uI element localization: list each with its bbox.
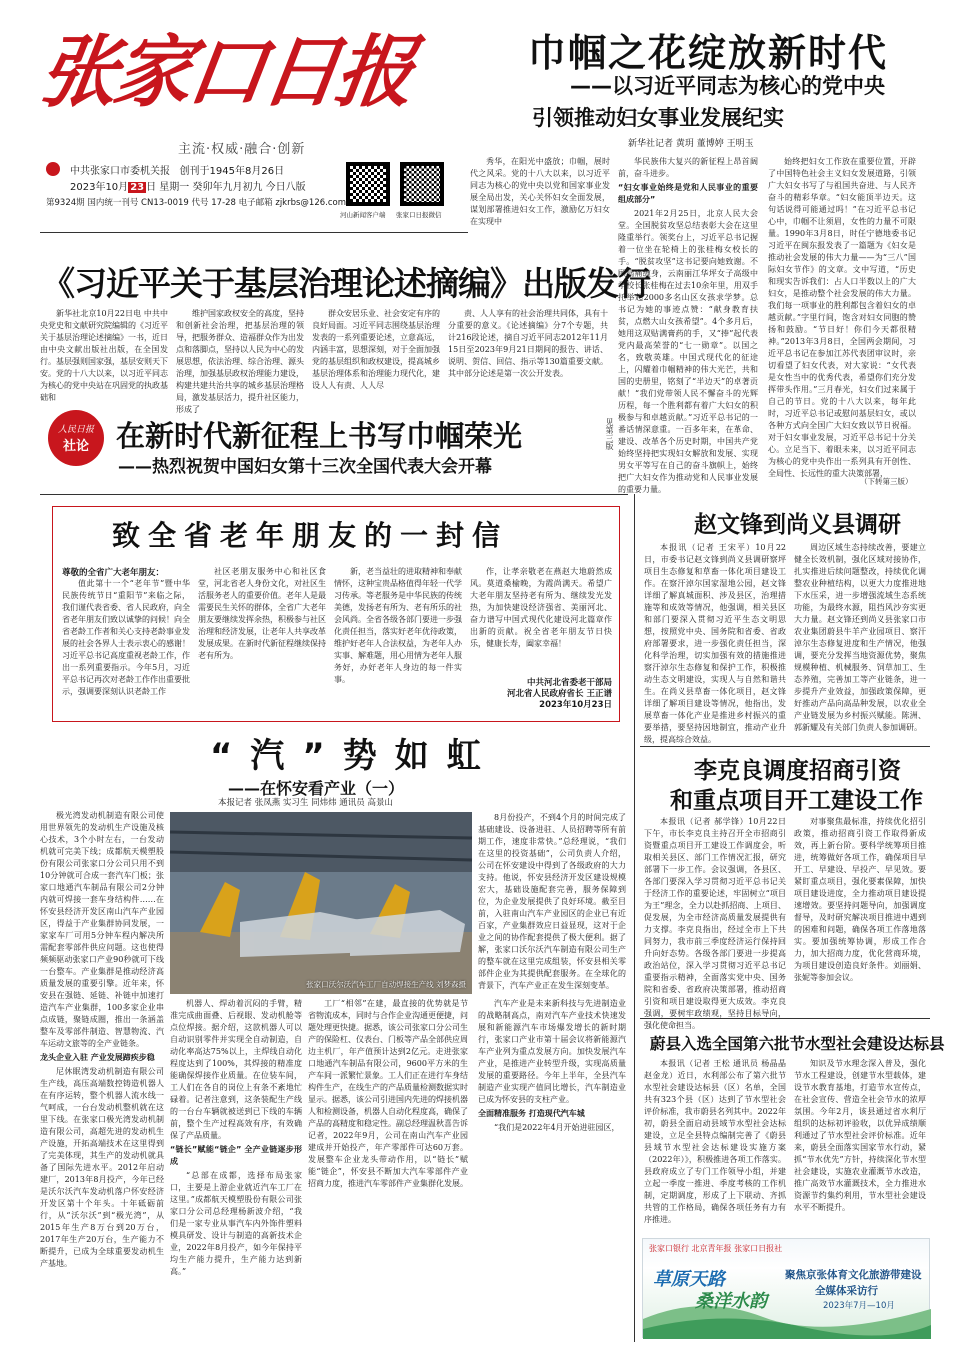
ad-period: 2023年7月—10月 xyxy=(823,1301,895,1311)
letter-col-3 xyxy=(334,566,462,714)
qr-code-app xyxy=(346,162,390,206)
qi-col1-subhead: 龙头企业入驻 产业发展蹄疾步稳 xyxy=(40,1053,155,1062)
lead-col3-text: 始终把妇女工作放在重要位置，开辟了中国特色社会主义妇女发展道路，引领广大妇女书写了与祖国共奋进、与人民齐奋斗的精彩华章。“妇女能顶半边天。这句话说得可能通过吗！”在习近平总书记心中，巾帼不让须眉，女性的力量不可限量。1990年3月8日，时任宁德地委书记习近平在闽东报发表了一篇题为《妇女是推动社会发展的伟大力量——为“三八”国际妇女节作》的文章。文中写道，“历史和现实告诉我们：占人口半数以上的广大妇女，是推动整个社会发展的伟大力量。我们每一项事业的胜利都包含着妇女的卓越贡献。”字里行间，饱含对妇女同胞的赞扬和鼓励。“节日好！你们今天都很精神。”2013年3月8日，全国两会期间，习近平总书记在参加江苏代表团审议时，亲切看望了妇女代表，对大家说：“女代表是女性当中的优秀代表，希望你们充分发挥带头作用。”三月春光，妇女们过来属于自己的节日。党的十八大以来，每年此时，习近平总书记或慰问基层妇女，或以各种方式向全国广大妇女致以节日祝福。对于妇女事业发展，习近平总书记十分关心。立足当下、着眼未来，以习近平同志为核心的党中央作出一系列具有开创性、全局性、长远性的重大决策部署， xyxy=(768,157,916,478)
book-news-col-3 xyxy=(312,308,440,400)
commentary-subtitle: ——热烈祝贺中国妇女第十三次全国代表大会开幕 xyxy=(118,457,492,477)
letter-title: 致全省老年朋友的一封信 xyxy=(112,519,509,552)
book-news-title: 《习近平关于基层治理论述摘编》出版发行 xyxy=(42,264,650,303)
qi-title xyxy=(210,728,499,777)
masthead-logo: 张家口日报 xyxy=(33,27,417,118)
divider xyxy=(40,494,628,495)
book-news-col-4 xyxy=(448,308,608,400)
factory-photo-svg xyxy=(170,812,472,994)
book-col3-text: 群众安居乐业、社会安定有序的良好局面。习近平同志围绕基层治理发表的一系列重要论述，立意高远，内涵丰富，思想深刻，对于全面加强党的基层组织和政权建设，提高城乡基层治理体系和治理能力现代化，建设人人有责、人人尽 xyxy=(312,309,440,390)
qi-col4-subhead: 全面精准服务 打造现代汽车城 xyxy=(478,1109,585,1118)
tourism-ad xyxy=(642,1238,930,1338)
qr-code-wechat xyxy=(400,162,444,206)
book-news-col-2 xyxy=(176,308,304,414)
badge-bottom-text: 社论 xyxy=(62,439,89,454)
qi-title-char-3: 如 xyxy=(394,736,447,776)
lead-col2a-text: 华民族伟大复兴的新征程上昂首阔前，奋斗进步。 xyxy=(618,157,758,178)
wei-col-1 xyxy=(644,1058,786,1228)
wei-col1-text: 本报讯（记者 王松 通讯员 杨晶晶 赵金龙）近日，水利部公布了第六批节水型社会建设达标县（区）名单，全国共有323个县（区）达到了节水型社会评价标准，我市蔚县名列其中。2022年初，蔚县全面启动县域节水型社会达标建设，立足全县特点编制完善了《蔚县县域节水型社会达标建设实施方案（2022年）》，积极推进各项工作落实。县政府成立了专门工作领导小组，并建立起一季度一推进、季度考核的工作机制，定期调度，形成了上下联动、齐抓共管的工作格局，确保各项任务有力有序推进。 xyxy=(644,1059,786,1224)
commentary-badge xyxy=(48,410,104,466)
li-col-2 xyxy=(794,816,926,1012)
masthead-logo-dot xyxy=(46,162,60,176)
publisher-text: 中共张家口市委机关报 xyxy=(70,166,170,177)
letter-sign-1: 中共河北省委老干部局 xyxy=(526,678,612,688)
lead-subtitle-1: ——以习近平同志为核心的党中央 xyxy=(570,74,885,98)
ad-subtitle: 全媒体采访行 xyxy=(815,1285,878,1297)
ad-text-2: 桑洋水韵 xyxy=(695,1291,767,1312)
qi-col-1 xyxy=(40,810,164,1330)
book-col2-text: 维护国家政权安全的高度，坚持和创新社会治理，把基层治理的领导，把服务群众、造福群众作为出发点和落脚点，坚持以人民为中心的发展思想，依法治理、综合治理、源头治理，加强基层政权治理能力建设，构建共建共治共享的城乡基层治理格局，激发基层活力，提升社区能力，形成了 xyxy=(176,309,304,414)
letter-col2-text: 社区老朋友服务中心和社区食堂，河北省老人身份文化，对社区生活服务老人的重要价值。老年人是最需要民生关怀的群体，全省广大老年朋友要继续发挥余热，积极参与社区治理和经济发展，让老年人共享改革发展成果。在新时代新征程继续保持老有所为。 xyxy=(198,567,326,660)
date-day: 23 xyxy=(130,182,145,193)
ad-title: 聚焦京张体育文化旅游带建设 xyxy=(785,1269,922,1281)
masthead-issue: 第9324期 国内统一刊号 CN13-0019 代号 17-28 电子邮箱 zjkrbs@126.com xyxy=(46,198,346,208)
letter-col-2 xyxy=(198,566,326,714)
lead-col1-text: 秀华，在阳光中盛放；巾帼，展时代之风采。党的十八大以来，以习近平同志为核心的党中央以党和国家事业发展全局出发，关心关怀妇女全面发展，谋划部署推进妇女工作，激励亿万妇女在实现中 xyxy=(470,157,610,226)
letter-col1-text: 值此第十一个“老年节”暨中华民族传统节日“重阳节”来临之际，我们谨代表省委、省人民政府，向全省老年朋友们致以诚挚的问候！向全省老龄工作者和关心支持老龄事业发展的社会各界人士表示衷心的感谢！习近平总书记高度重视老龄工作，作出一系列重要指示。今年5月，习近平总书记再次对老龄工作作出重要批示，强调要深刻认识老龄工作 xyxy=(62,579,190,696)
qi-title-char-2: 势 xyxy=(342,736,395,776)
letter-col-4 xyxy=(470,566,612,676)
date-suffix: 日 星期一 癸卯年九月初九 今日八版 xyxy=(146,182,306,193)
qi-col-5 xyxy=(478,998,626,1332)
qi-col1b-text: 尼休眠湾发动机制造有限公司生产线，高压高端数控铸造机器人在有序运转，整个机器人流水线一气呵成，一台台发动机整机就在这里下线。在张家口极光湾发动机制造有限公司，高超先进的发动机生产设施，开拓高端技术在这里得到了完美体现，其生产的发动机就具备了国际先进水平。2012年启动建厂，2013年8月投产，今年已经是沃尔沃汽车发动机落户怀安经济开发区第十个年头。十年砥砺前行，从“沃尔沃”到“极光湾”，从2015年生产8万台到20万台，2017年生产20万台，生产能力不断提升，已成为全球重要发动机生产基地。 xyxy=(40,1067,164,1268)
factory-photo xyxy=(170,812,472,994)
qr-label-wechat: 张家口日报微信 xyxy=(396,211,442,219)
lead-column-2 xyxy=(618,156,758,494)
wei-title: 蔚县入选全国第六批节水型社会建设达标县 xyxy=(650,1035,945,1053)
qi-col1-text: 极光湾发动机制造有限公司使用世界领先的发动机生产设施及核心技术，3个小时左右，一台发动机就可完美下线；成都航天模塑股份有限公司张家口分公司只用不到10分钟就可合成一套汽车门板；张家口地通汽车制品有限公司2分钟内就可焊接一套车身结构件……在怀安县经济开发区南山汽车产业园区，得益于产业集群协同发展，一家家车厂可用5分钟车程内解决所需配套零部件供应问题。这也使得频频驱动张家口产业90秒就可下线一台整车。产业集群是推动经济高质量发展的重要引擎。近年来，怀安县在强链、延链、补链中加速打造汽车产业集群，100多家企业串点成链，聚链成圈，推出一条涵盖整车及零部件制造、智慧物流、汽车运动文旅等的全产业链条。 xyxy=(40,811,164,1048)
qi-col2-subhead: “链长”赋能“链企” 全产业链逐步形成 xyxy=(170,1145,302,1166)
zhao-col-2 xyxy=(794,542,926,740)
letter-signature xyxy=(470,678,612,711)
book-col1-text: 新华社北京10月22日电 中共中央党史和文献研究院编辑的《习近平关于基层治理论述摘编》一书，近日由中央文献出版社出版，在全国发行。基层强则国家强，基层安则天下安。党的十八大以来，以习近平同志为核心的党中央站在巩固党的执政基础和 xyxy=(40,309,168,402)
lead-title: 巾帼之花绽放新时代 xyxy=(528,31,889,75)
qi-col-4 xyxy=(478,812,626,994)
lead-column-3 xyxy=(768,156,916,478)
lead-continued: （下转第三版） xyxy=(860,477,913,486)
qi-title-char-1: “汽” xyxy=(210,736,343,776)
lead-subtitle-2: 引领推动妇女事业发展纪实 xyxy=(532,106,784,130)
ad-logos: 张家口银行 北京青年报 张家口日报社 xyxy=(649,1244,783,1253)
qi-byline: 本报记者 张凤燕 实习生 同炜炜 通讯员 高景山 xyxy=(218,798,394,808)
qi-col4c-text: “我们是2022年4月开始进驻园区， xyxy=(494,1123,620,1132)
qi-col2b-text: “总部在成都，选择布局张家口，主要是上游企业就近汽车工厂在这里。”成都航天模塑股份有限公司张家口分公司总经理杨新波介绍，“我们是一家专业从事汽车内外饰件塑料模具研发、设计与制造的高新技术企业，2022年8月投产，如今年保持平均生产能力提升，生产能力达到新高。” xyxy=(170,1171,302,1276)
divider xyxy=(640,746,930,747)
qi-col-2 xyxy=(170,998,302,1332)
book-news-col-1 xyxy=(40,308,168,400)
commentary-title: 在新时代新征程上书写巾帼荣光 xyxy=(116,419,523,453)
divider xyxy=(634,746,635,1342)
qi-col4-text: 8月份投产，不到4个月的时间完成了基础建设、设备进驻、人员招聘等所有前期工作，速度非常快。”总经理说，“我们在这里的投资基础”，公司负责人介绍，公司在怀安建设中得到了各级政府的大力支持。他说，怀安县经济开发区建设规模宏大，基础设施配套完善，服务保障到位，为企业发展提供了良好环境。截至目前，入驻南山汽车产业园区的企业已有近百家，产业集群效应日益显现，这对于企业之间的协作配套提供了极大便利。据了解，张家口沃尔沃汽车制造有限公司生产的整车就在这里完成组装，怀安县相关零部件企业为其提供配套服务。在全球化的背景下，汽车产业正在发生深刻变革。 xyxy=(478,813,626,990)
letter-date: 2023年10月23日 xyxy=(539,700,612,710)
commentary-see-page: 见第三版 xyxy=(605,418,614,450)
li-col-1 xyxy=(644,816,786,1030)
zhao-col-1 xyxy=(644,542,786,744)
divider xyxy=(640,1018,930,1019)
wei-col2-text: 知识及节水理念深入普及，强化节水工程建设，创建节水型载体，建设节水教育基地，打造节水宣传点，在社会宣传、营造全社会节水的浓厚氛围。今年2月，该县通过省水利厅组织的达标初评验收，以优异成绩顺利通过了节水型社会评价标准。近年来，蔚县全面落实国家节水行动，紧抓“节水优先”方针，持续深化节水型社会建设，实施农业灌溉节水改造，推广高效节水灌溉技术，全力推进水资源节约集约利用，节水型社会建设水平不断提升。 xyxy=(794,1059,926,1212)
li-title-1: 李克良调度招商引资 xyxy=(694,758,901,784)
qi-col3-text: 工厂“相邻”在建，最直接的优势就是节省物流成本，同时与合作企业沟通更便捷，问题处理更快捷。据悉，该公司张家口分公司生产的保险杠、仪表台、门板等产品全部供应周边主机厂，年产值预计达到2亿元。走进张家口地通汽车制品有限公司，9600平方米的生产车间一派繁忙景象。工人们正在进行车身结构件生产，在线生产的产品质量检测数据实时显示。据悉，该公司引进国内先进的焊接机器人和检测设备，机器人自动化程度高，确保了产品的高精度和稳定性。副总经理温秋喜告诉记者，2022年9月，公司在南山汽车产业园建成并开始投产，年产零部件可达60万套。发展整车企业龙头带动作用，以“链长”赋能“链企”，怀安县不断加大汽车零部件产业招商力度，推进汽车零部件产业集群化发展。 xyxy=(308,999,468,1188)
masthead-slogan: 主流·权威·融合·创新 xyxy=(178,142,306,157)
qi-col4b-text: 汽车产业是未来新科技与先进制造业的战略制高点，南对汽车产业技术快速发展和新能源汽车市场爆发增长的新时期行，张家口产业市第十届会议将新能源汽车产业列为重点发展方向。加快发展汽车产业，是推进产业转型升级，实现高质量发展的重要路径。今年上半年，全县汽车制造产业实现产值同比增长，汽车制造业已成为怀安县的支柱产业。 xyxy=(478,999,626,1104)
li-col2-text: 对事聚焦最标准，持续优化招引政策，推动招商引资工作取得新成效，再上新台阶。要科学统筹项目推进，统筹做好各项工作，确保项目早开工、早建设、早投产、早见效。要紧盯重点项目，强化要素保障，加快项目建设进度，全力推动项目建设提速增效。要坚持问题导向，加强调度督导，及时研究解决项目推进中遇到的困难和问题，确保各项工作落地落实。要加强统筹协调，形成工作合力，加大招商力度，优化营商环境，为项目建设创造良好条件。刘丽娟、张妮等参加会议。 xyxy=(794,817,926,982)
letter-col-1 xyxy=(62,578,190,714)
date-prefix: 2023年10月 xyxy=(70,182,129,193)
qi-title-char-4: 虹 xyxy=(446,736,499,776)
wei-col-2 xyxy=(794,1058,926,1228)
qi-col-3 xyxy=(308,998,468,1332)
book-col4-text: 责、人人享有的社会治理共同体，具有十分重要的意义。《论述摘编》分7个专题，共计216段论述，摘自习近平同志2012年11月15日至2023年9月21日期间的报告、讲话、说明、贺信、回信、指示等130篇重要文献。其中部分论述是第一次公开发表。 xyxy=(448,309,608,378)
letter-sign-2: 河北省人民政府省长 王正谱 xyxy=(507,689,612,699)
divider xyxy=(40,232,468,233)
qr-label-app: 河山新闻客户端 xyxy=(340,211,386,219)
qi-subtitle: ——在怀安看产业（一） xyxy=(228,779,405,798)
masthead-publisher xyxy=(70,162,284,177)
masthead-date xyxy=(70,178,306,193)
li-col1-text: 本报讯（记者 郝学锋）10月22日下午，市长李克良主持召开全市招商引资暨重点项目开工建设工作调度会，听取相关县区、部门工作情况汇报，研究部署下一步工作。会议强调，各县区、各部门要深入学习贯彻习近平总书记关于经济工作的重要论述，牢固树立“项目为王”理念，全力以赴抓招商、上项目、促发展，为全市经济高质量发展提供有力支撑。李克良指出，经过全市上下共同努力，我市前三季度经济运行保持回升向好态势。各级各部门要进一步提高政治站位，深入学习贯彻习近平总书记重要指示精神，全面落实党中央、国务院和省委、省政府决策部署，推动招商引资和项目建设取得更大成效。李克良强调，要树牢政绩观，坚持目标导向，强化使命担当。 xyxy=(644,817,786,1030)
lead-col2-subhead: “妇女事业始终是党和人民事业的重要组成部分” xyxy=(618,183,758,204)
zhao-col1-text: 本报讯（记者 王宋平）10月22日，市委书记赵文锋到尚义县调研察坪项目生态修复和草畜一体化项目建设工作。在察汗淖尔国家湿地公园，赵文锋详细了解真城面积、涉及县区，治理措施等和成效等情况，他强调，相关县区和部门要深入贯彻习近平生态文明思想，按照党中央、国务院和省委、省政府部署要求，进一步强化责任担当，深化科学治理，切实加强有效的措施推进察汗淖尔生态修复和保护工作，积极推动生态文明建设，实现人与自然和谐共生。在尚义县草畜一体化项目，赵文锋详细了解项目建设等情况，他指出，发展草畜一体化产业是推进乡村振兴的重要举措，要坚持因地制宜，推动产业升级，提高综合效益。 xyxy=(644,543,786,744)
qi-col2-text: 机器人、焊动着沉闷的手臂，精准完成曲面叠、后视眼、发动机舱等点位焊接。据介绍，这款机器人可以自动识别零件并实现全自动制造，自动化率高达75%以上，主焊线自动化程度达到了100%，其焊接的精准度能确保焊接作业质量。在位装车间，工人们在各自的岗位上有条不紊地忙碌着。记者注意到，这条装配生产线的一台台车辆就被送到已下线的车辆前，整个生产过程高效有序，有效确保了产品质量。 xyxy=(170,999,302,1140)
letter-greeting: 尊敬的全省广大老年朋友： xyxy=(62,568,165,578)
zhao-col2-text: 周边区域生态持续改善，要建立健全长效机制，强化区域对接协作，扎实推进后续问题整改，持续优化调整农业种植结构，以更大力度推进地下水压采，进一步增强流域生态系统功能，为最终水源，阻挡风沙夯实更大力量。赵文锋还到尚义县张家口市农业集团蔚县牛羊产业园项目、察汗淖尔生态修复进度和生产情况，他强调，要充分发挥当地资源优势，聚焦规模种植、机械服务、饲草加工、生态养殖，完善加工等产业链条，进一步提升产业效益，加强政策保障，更好推动产品向高品种发展，以农业全产业链发展为乡村振兴赋能。陈洲、郭新耀及有关部门负责人参加调研。 xyxy=(794,543,926,732)
founded-text: 创刊于1945年8月26日 xyxy=(179,166,285,177)
lead-col2b-text: 2021年2月25日，北京人民大会堂。全国脱贫攻坚总结表彰大会在这里隆重举行。领奖台上，习近平总书记握着一位坐在轮椅上的张桂梅女校长的手。“脱贫攻坚”这书记要向她致谢。不顾病痛缠身，云南丽江华坪女子高级中学校长张桂梅在过去10余年里，用双手托举起2000多名山区女孩求学梦。总书记为她的事迹点赞：“献身教育扶贫，点燃大山女孩希望”。4个多月后，她用这双贴满膏药的手，又“捧”起代表党内最高荣誉的“七一勋章”。以国之名，致敬英雄。中国式现代化的征途上，闪耀着巾帼精神的伟大光芒，共和国的史册里，铭刻了“半边天”的卓著贡献！“我们党带领人民不懈奋斗的光辉历程，每一个胜利都有着广大妇女的积极参与和卓越贡献。”习近平总书记的一番话情深意重。一百多年来，在革命、建设、改革各个历史时期，中国共产党始终坚持把实现妇女解放和发展、实现男女平等写在自己的奋斗旗帜上，始终把广大妇女作为推动党和人民事业发展的重要力量。 xyxy=(618,209,758,494)
li-title-2: 和重点项目开工建设工作 xyxy=(670,788,923,814)
zhao-title: 赵文锋到尚义县调研 xyxy=(694,512,901,538)
letter-col3-text: 新，老当益壮的进取精神和奉献情怀，这种宝贵品格值得年轻一代学习传承。等老服务是中华民族的传统美德，发扬老有所为、老有所乐的社会风尚。全省各级各部门要进一步强化责任担当，落实好老年优待政策，维护好老年人合法权益，为老年人办实事、解难题，用心用情为老年人服务好，办好老年人身边的每一件实事。 xyxy=(334,567,462,684)
badge-top-text: 人民日报 xyxy=(57,425,94,435)
lead-byline: 新华社记者 黄玥 董博婷 王明玉 xyxy=(628,139,754,149)
photo-caption: 张家口沃尔沃汽车工厂自动焊接生产线 刘梦森摄 xyxy=(306,980,466,989)
lead-column-1 xyxy=(470,156,610,260)
letter-col4-text: 作，让孝亲敬老在燕赵大地蔚然成风。莫道桑榆晚，为霞尚满天。希望广大老年朋友坚持老有所为、继续发光发热，为加快建设经济强省、美丽河北、奋力谱写中国式现代化建设河北篇章作出新的贡献。祝全省老年朋友节日快乐，健康长寿，阖家幸福！ xyxy=(470,567,612,648)
ad-text-1: 草原天路 xyxy=(653,1269,725,1290)
